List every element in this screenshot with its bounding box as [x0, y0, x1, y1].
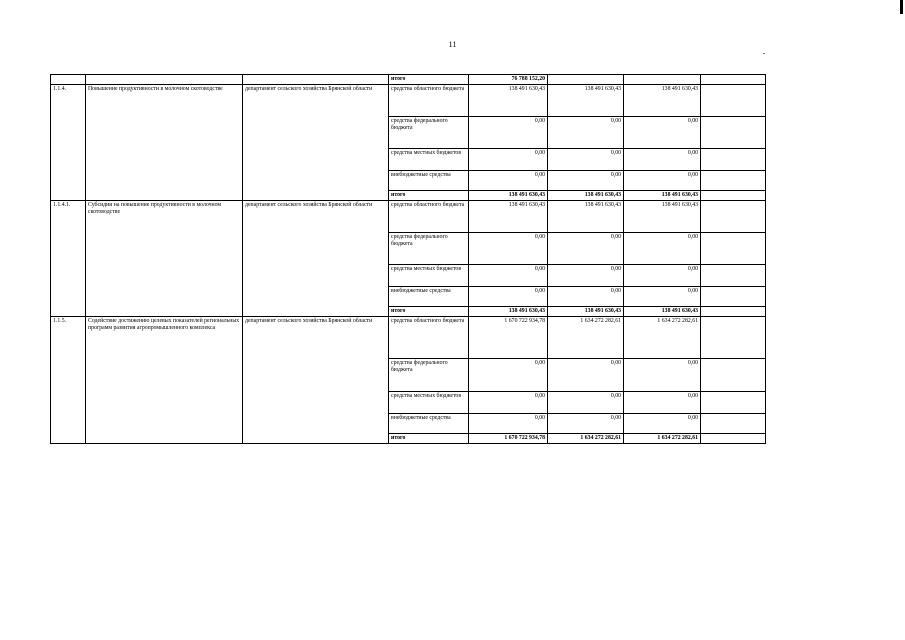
executor-cell: департамент сельского хозяйства Брянской области: [243, 85, 389, 201]
source-cell: средства федерального бюджета: [389, 233, 469, 265]
empty-cell: [701, 287, 766, 307]
empty-cell: [701, 307, 766, 317]
value-cell: 0,00: [548, 117, 624, 149]
value-cell: 0,00: [624, 414, 701, 434]
code-cell: 1.1.5.: [51, 317, 86, 444]
value-cell: 0,00: [548, 392, 624, 414]
empty-cell: [701, 171, 766, 191]
value-cell: [624, 75, 701, 85]
value-cell: 0,00: [469, 265, 548, 287]
value-cell: 138 491 630,43: [624, 201, 701, 233]
value-cell: 0,00: [469, 414, 548, 434]
value-cell: 76 788 152,20: [469, 75, 548, 85]
page-number: 11: [448, 40, 457, 49]
empty-cell: [701, 359, 766, 392]
name-cell: Субсидии на повышение продуктивности в молочном скотоводстве: [86, 201, 243, 317]
value-cell: 1 634 272 282,61: [548, 434, 624, 444]
executor-cell: [243, 75, 389, 85]
value-cell: 0,00: [548, 287, 624, 307]
scan-speck: [763, 53, 765, 54]
value-cell: 138 491 630,43: [548, 201, 624, 233]
source-cell: средства областного бюджета: [389, 317, 469, 359]
value-cell: 0,00: [548, 171, 624, 191]
source-cell: средства местных бюджетов: [389, 265, 469, 287]
value-cell: 1 634 272 282,61: [624, 317, 701, 359]
empty-cell: [701, 392, 766, 414]
value-cell: 1 670 722 934,78: [469, 434, 548, 444]
value-cell: 138 491 630,43: [624, 307, 701, 317]
empty-cell: [701, 201, 766, 233]
code-cell: [51, 75, 86, 85]
value-cell: 0,00: [548, 414, 624, 434]
value-cell: 1 634 272 282,61: [624, 434, 701, 444]
value-cell: 0,00: [624, 117, 701, 149]
name-cell: Содействие достижению целевых показателей региональных программ развития агропромышленного комплекса: [86, 317, 243, 444]
empty-cell: [701, 265, 766, 287]
value-cell: 138 491 630,43: [624, 191, 701, 201]
value-cell: 0,00: [624, 287, 701, 307]
source-cell: средства местных бюджетов: [389, 149, 469, 171]
scan-edge-mark: [900, 0, 903, 14]
empty-cell: [701, 75, 766, 85]
source-cell: внебюджетные средства: [389, 287, 469, 307]
value-cell: 138 491 630,43: [469, 191, 548, 201]
value-cell: 0,00: [469, 287, 548, 307]
empty-cell: [701, 317, 766, 359]
value-cell: 0,00: [548, 359, 624, 392]
source-cell: внебюджетные средства: [389, 414, 469, 434]
source-cell: итого: [389, 191, 469, 201]
source-cell: итого: [389, 75, 469, 85]
value-cell: 138 491 630,43: [548, 307, 624, 317]
source-cell: итого: [389, 434, 469, 444]
value-cell: 138 491 630,43: [548, 191, 624, 201]
value-cell: 0,00: [469, 117, 548, 149]
empty-cell: [701, 85, 766, 117]
source-cell: внебюджетные средства: [389, 171, 469, 191]
empty-cell: [701, 117, 766, 149]
value-cell: 1 670 722 934,78: [469, 317, 548, 359]
value-cell: 1 634 272 282,61: [548, 317, 624, 359]
empty-cell: [701, 149, 766, 171]
value-cell: [548, 75, 624, 85]
table-row: [51, 85, 766, 117]
table-row: [51, 317, 766, 359]
empty-cell: [701, 434, 766, 444]
value-cell: 0,00: [548, 233, 624, 265]
name-cell: [86, 75, 243, 85]
value-cell: 138 491 630,43: [624, 85, 701, 117]
value-cell: 0,00: [469, 359, 548, 392]
value-cell: 138 491 630,43: [469, 307, 548, 317]
value-cell: 0,00: [624, 359, 701, 392]
value-cell: 0,00: [469, 392, 548, 414]
source-cell: средства областного бюджета: [389, 201, 469, 233]
executor-cell: департамент сельского хозяйства Брянской области: [243, 317, 389, 444]
executor-cell: департамент сельского хозяйства Брянской области: [243, 201, 389, 317]
code-cell: 1.1.4.: [51, 85, 86, 201]
source-cell: средства федерального бюджета: [389, 117, 469, 149]
value-cell: 0,00: [624, 171, 701, 191]
value-cell: 0,00: [624, 149, 701, 171]
empty-cell: [701, 233, 766, 265]
source-cell: средства местных бюджетов: [389, 392, 469, 414]
name-cell: Повышение продуктивности в молочном скотоводстве: [86, 85, 243, 201]
table-row: [51, 75, 766, 85]
value-cell: 0,00: [469, 233, 548, 265]
value-cell: 138 491 630,43: [548, 85, 624, 117]
value-cell: 0,00: [624, 392, 701, 414]
value-cell: 0,00: [548, 149, 624, 171]
value-cell: 0,00: [469, 171, 548, 191]
empty-cell: [701, 191, 766, 201]
source-cell: итого: [389, 307, 469, 317]
value-cell: 0,00: [548, 265, 624, 287]
code-cell: 1.1.4.1.: [51, 201, 86, 317]
value-cell: 0,00: [624, 233, 701, 265]
source-cell: средства областного бюджета: [389, 85, 469, 117]
value-cell: 138 491 630,43: [469, 201, 548, 233]
value-cell: 0,00: [624, 265, 701, 287]
value-cell: 138 491 630,43: [469, 85, 548, 117]
empty-cell: [701, 414, 766, 434]
budget-table: [50, 74, 766, 444]
table-row: [51, 201, 766, 233]
source-cell: средства федерального бюджета: [389, 359, 469, 392]
value-cell: 0,00: [469, 149, 548, 171]
